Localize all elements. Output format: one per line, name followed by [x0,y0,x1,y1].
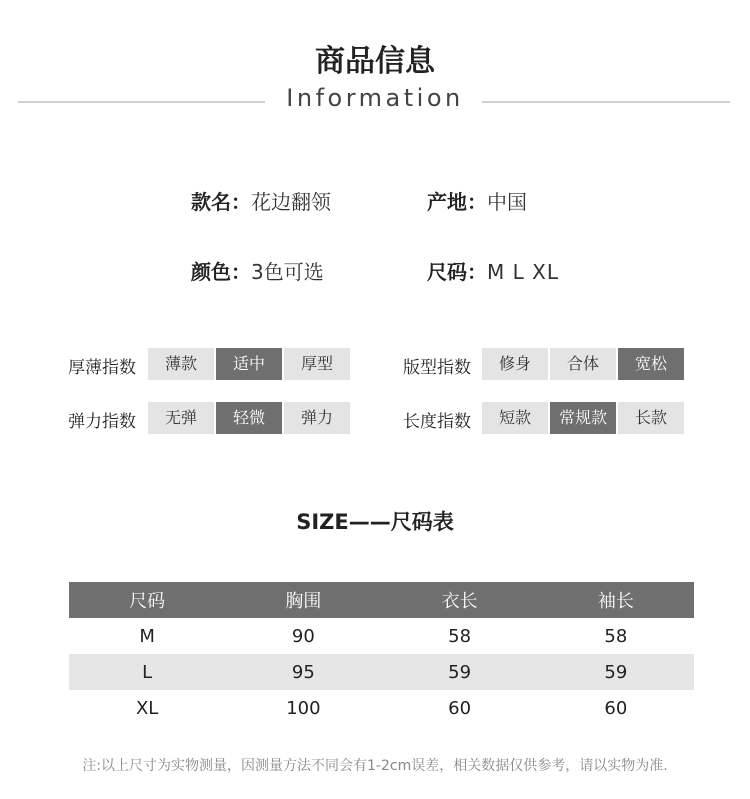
footnote: 注:以上尺寸为实物测量，因测量方法不同会有1-2cm误差，相关数据仅供参考，请以实物为准. [82,758,668,774]
table-header: 衣长 [382,582,538,618]
index-option: 适中 [216,348,282,380]
table-cell: 58 [448,625,472,647]
table-row [69,654,694,690]
size-table-title: SIZE——尺码表 [296,510,454,534]
index-option: 常规款 [550,402,616,434]
divider-right [482,101,730,103]
info-origin [427,186,527,215]
size-table [69,582,694,726]
index-option: 无弹 [148,402,214,434]
index-option: 宽松 [618,348,684,380]
info-value: 3色可选 [251,260,324,284]
table-cell: 58 [604,625,628,647]
table-cell: 59 [382,654,538,690]
index-option: 修身 [482,348,548,380]
info-value: M L XL [487,260,559,284]
info-label: 尺码： [427,260,487,284]
table-cell: 59 [538,654,694,690]
table-cell: 100 [286,697,321,719]
index-label-elasticity: 弹力指数 [68,412,136,432]
index-option: 弹力 [284,402,350,434]
table-row [69,618,694,654]
table-header: 袖长 [538,582,694,618]
index-option: 轻微 [216,402,282,434]
table-cell: 95 [225,654,381,690]
table-cell: XL [135,697,159,719]
table-cell: 90 [291,625,315,647]
index-option: 薄款 [148,348,214,380]
index-option: 厚型 [284,348,350,380]
info-value: 中国 [487,190,527,214]
table-row [69,690,694,726]
table-cell: L [69,654,225,690]
info-size [427,256,559,285]
index-option: 短款 [482,402,548,434]
index-option: 合体 [550,348,616,380]
info-style [191,186,331,215]
table-header: 胸围 [225,582,381,618]
table-cell: 60 [604,697,628,719]
index-option: 长款 [618,402,684,434]
info-label: 颜色： [191,260,251,284]
table-header-row [69,582,694,618]
info-label: 款名： [191,190,251,214]
info-color [191,256,324,285]
table-cell: 60 [448,697,472,719]
index-label-thickness: 厚薄指数 [68,358,136,378]
table-cell: M [139,625,155,647]
index-label-fit: 版型指数 [403,358,471,378]
info-label: 产地： [427,190,487,214]
page-subtitle: Information [286,84,464,112]
table-header: 尺码 [69,582,225,618]
index-label-length: 长度指数 [403,412,471,432]
page-title: 商品信息 [315,44,435,79]
info-value: 花边翻领 [251,190,331,214]
